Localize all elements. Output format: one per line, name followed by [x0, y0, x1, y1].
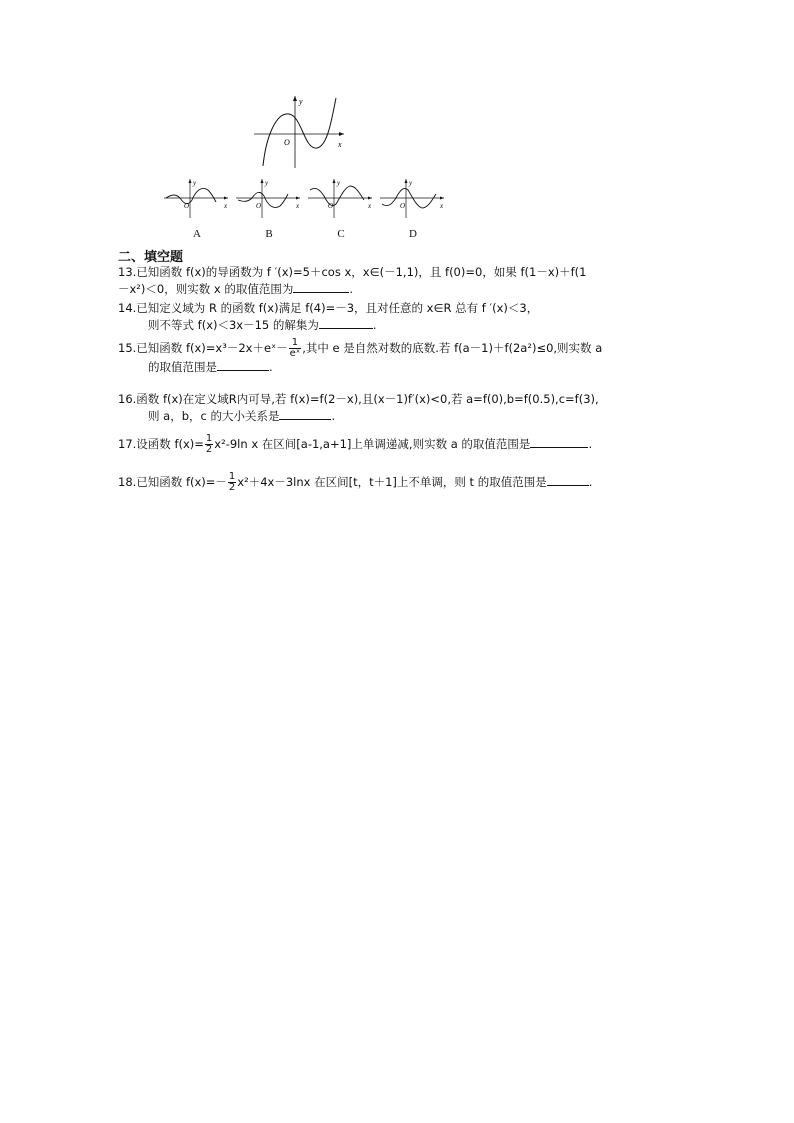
function-curve	[263, 98, 336, 166]
q17-fraction: $\frac{1}{2}$	[205, 433, 213, 455]
section-title: 二、填空题	[118, 250, 184, 265]
q15-line2: 的取值范围是 .	[148, 360, 273, 374]
option-a-graph	[162, 176, 232, 220]
svg-text:x: x	[440, 202, 444, 210]
x-axis-arrow	[339, 132, 344, 136]
svg-text:y: y	[265, 179, 269, 187]
q13-line2: －x²)＜0，则实数 x 的取值范围为 .	[118, 282, 353, 296]
q18-fraction: $\frac{1}{2}$	[228, 471, 236, 493]
q16-answer-blank[interactable]	[279, 408, 331, 420]
option-c-label: C	[337, 228, 345, 240]
main-function-graph	[250, 92, 350, 170]
question-15	[118, 338, 688, 376]
q18-answer-blank[interactable]	[547, 474, 589, 486]
svg-text:O: O	[400, 202, 406, 210]
svg-text:O: O	[184, 202, 190, 210]
option-b-label: B	[265, 228, 273, 240]
q15-fraction: $\frac{1}{\text{eˣ}}$	[289, 337, 301, 359]
option-a-label: A	[193, 228, 201, 240]
svg-text:O: O	[256, 202, 262, 210]
question-17: 17.设函数 f(x)= $\frac{1}{2}$ x²-9ln x 在区间[a-1,a+1]上单调递减,则实数 a 的取值范围是 .	[118, 433, 593, 455]
q17-answer-blank[interactable]	[530, 436, 588, 448]
origin-label: O	[284, 138, 290, 147]
svg-text:x: x	[224, 202, 228, 210]
x-axis-label: x	[338, 140, 342, 149]
svg-text:y: y	[193, 179, 197, 187]
option-d-graph	[378, 176, 448, 220]
q13-answer-blank[interactable]	[293, 281, 349, 293]
q15-answer-blank[interactable]	[217, 359, 269, 371]
function-graph-figure	[150, 92, 460, 242]
q16-line2: 则 a，b，c 的大小关系是 .	[148, 409, 336, 423]
q14-line2: 则不等式 f(x)＜3x－15 的解集为 .	[148, 318, 377, 332]
q13-line1: 13.已知函数 f(x)的导函数为 f ′(x)=5＋cos x，x∈(－1,1)，且 f(0)=0，如果 f(1－x)＋f(1	[118, 265, 587, 279]
q14-line1: 14.已知定义域为 R 的函数 f(x)满足 f(4)=－3，且对任意的 x∈R 总有 f ′(x)＜3，	[118, 301, 539, 315]
y-axis-label: y	[299, 97, 303, 106]
option-d-label: D	[409, 228, 417, 240]
q16-line1: 16.函数 f(x)在定义域R内可导,若 f(x)=f(2－x),且(x－1)f′(x)<0,若 a=f(0),b=f(0.5),c=f(3),	[118, 392, 599, 406]
question-16	[118, 391, 688, 425]
option-c-graph	[306, 176, 376, 220]
svg-text:y: y	[409, 179, 413, 187]
q14-answer-blank[interactable]	[319, 317, 373, 329]
q15-line1: 15.已知函数 f(x)=x³－2x＋eˣ－ $\frac{1}{\text{eˣ}}$ ,其中 e 是自然对数的底数.若 f(a－1)＋f(2a²)≤0,则实数 a	[118, 337, 603, 359]
question-13	[118, 264, 688, 298]
svg-text:x: x	[296, 202, 300, 210]
svg-text:O: O	[328, 202, 334, 210]
svg-text:x: x	[368, 202, 372, 210]
question-14	[118, 300, 688, 334]
y-axis-arrow	[293, 96, 297, 101]
svg-text:y: y	[337, 179, 341, 187]
option-b-graph	[234, 176, 304, 220]
question-18: 18.已知函数 f(x)=－ $\frac{1}{2}$ x²＋4x－3lnx 在区间[t，t＋1]上不单调，则 t 的取值范围是 .	[118, 471, 593, 493]
